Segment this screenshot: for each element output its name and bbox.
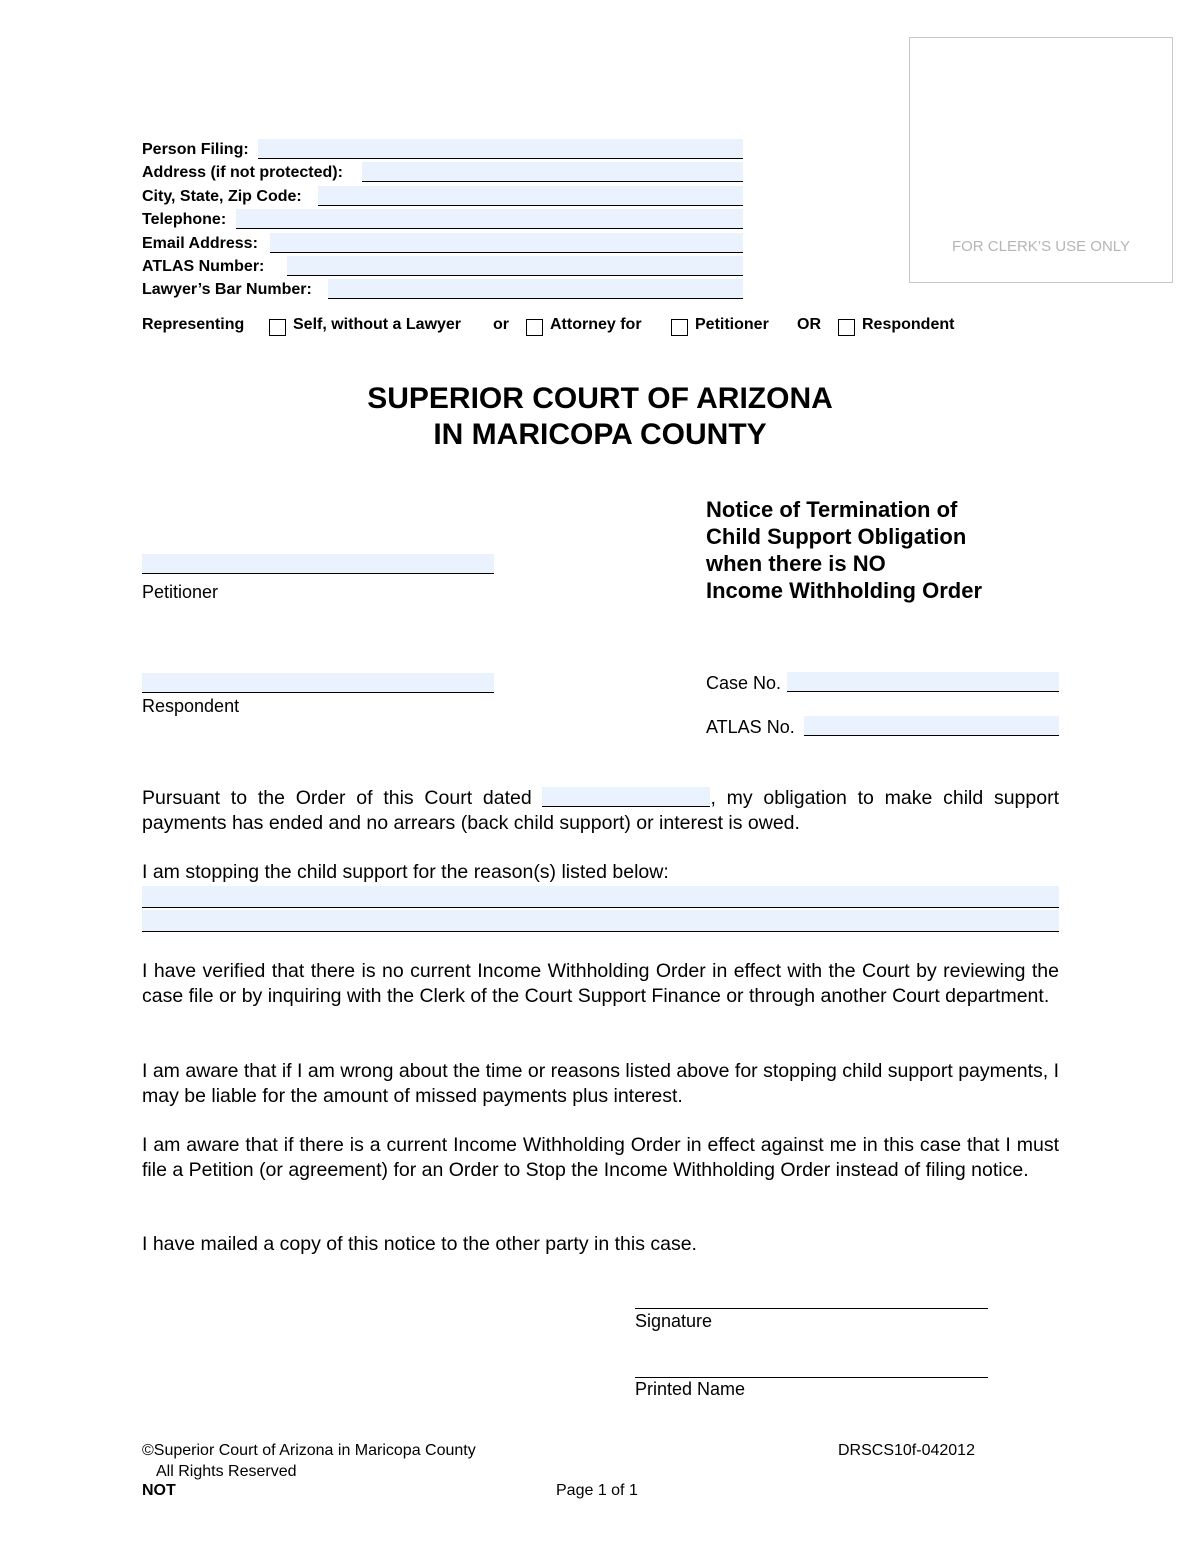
address-field[interactable] bbox=[362, 162, 743, 182]
self-label: Self, without a Lawyer bbox=[293, 316, 462, 333]
atlas-number-label: ATLAS Number: bbox=[142, 258, 265, 275]
court-name-line2: IN MARICOPA COUNTY bbox=[433, 418, 767, 451]
footer-copyright: ©Superior Court of Arizona in Maricopa County bbox=[142, 1442, 476, 1459]
respondent-option-label: Respondent bbox=[862, 316, 955, 333]
footer-code: NOT bbox=[142, 1482, 176, 1499]
bar-number-field[interactable] bbox=[328, 279, 743, 299]
order-date-field[interactable] bbox=[542, 787, 710, 807]
city-state-zip-field[interactable] bbox=[318, 186, 743, 206]
email-label: Email Address: bbox=[142, 235, 258, 252]
order-date-paragraph bbox=[142, 786, 1059, 836]
footer-page-number: Page 1 of 1 bbox=[556, 1482, 638, 1499]
title-line3: when there is NO bbox=[706, 551, 886, 576]
address-label: Address (if not protected): bbox=[142, 164, 343, 181]
telephone-field[interactable] bbox=[236, 209, 743, 229]
withholding-paragraph: I am aware that if there is a current Income Withholding Order in effect against me in this case that I must file a Petition (or agreement) for an Order to Stop the Income Withholding Order instead of filing notice. bbox=[142, 1134, 1059, 1181]
respondent-name-field[interactable] bbox=[142, 673, 494, 693]
atlas-no-field[interactable] bbox=[804, 716, 1059, 736]
order-date-text-a: Pursuant to the Order of this Court dated bbox=[142, 787, 532, 809]
self-checkbox[interactable] bbox=[269, 319, 286, 336]
order-date-text-b: , my obligation to make child support payments has ended and no arrears (back child support) or interest is owed. bbox=[142, 787, 1060, 834]
signature-line[interactable] bbox=[635, 1308, 988, 1309]
petitioner-label: Petitioner bbox=[142, 582, 219, 602]
petitioner-checkbox[interactable] bbox=[671, 319, 688, 336]
person-filing-label: Person Filing: bbox=[142, 141, 249, 158]
title-line4: Income Withholding Order bbox=[706, 578, 983, 603]
clerk-use-box bbox=[909, 37, 1173, 283]
reason-line-2[interactable] bbox=[142, 910, 1059, 932]
case-no-field[interactable] bbox=[787, 672, 1059, 692]
attorney-checkbox[interactable] bbox=[526, 319, 543, 336]
representing-label: Representing bbox=[142, 316, 245, 333]
clerk-use-text: FOR CLERK’S USE ONLY bbox=[951, 238, 1131, 255]
reason-line-1[interactable] bbox=[142, 886, 1059, 908]
printed-name-line[interactable] bbox=[635, 1377, 988, 1378]
person-filing-field[interactable] bbox=[258, 139, 743, 159]
or-upper-label: OR bbox=[797, 316, 821, 333]
document-title bbox=[706, 496, 982, 604]
footer-rights: All Rights Reserved bbox=[156, 1463, 297, 1480]
petitioner-name-field[interactable] bbox=[142, 554, 494, 574]
reason-intro-text: I am stopping the child support for the reason(s) listed below: bbox=[142, 861, 669, 883]
printed-name-label: Printed Name bbox=[635, 1379, 746, 1399]
respondent-label: Respondent bbox=[142, 696, 240, 716]
atlas-number-field[interactable] bbox=[287, 256, 743, 276]
city-state-zip-label: City, State, Zip Code: bbox=[142, 188, 302, 205]
court-name-line1: SUPERIOR COURT OF ARIZONA bbox=[367, 382, 833, 415]
bar-number-label: Lawyer’s Bar Number: bbox=[142, 281, 312, 298]
liability-paragraph: I am aware that if I am wrong about the time or reasons listed above for stopping child support payments, I may be liable for the amount of missed payments plus interest. bbox=[142, 1060, 1059, 1107]
case-no-label: Case No. bbox=[706, 673, 782, 693]
petitioner-option-label: Petitioner bbox=[695, 316, 769, 333]
mailed-copy-paragraph: I have mailed a copy of this notice to the other party in this case. bbox=[142, 1233, 697, 1255]
title-line2: Child Support Obligation bbox=[706, 524, 967, 549]
footer-form-id: DRSCS10f-042012 bbox=[838, 1442, 975, 1459]
title-line1: Notice of Termination of bbox=[706, 497, 958, 522]
or-label: or bbox=[493, 316, 509, 333]
verification-paragraph: I have verified that there is no current Income Withholding Order in effect with the Court by reviewing the case file or by inquiring with the Clerk of the Court Support Finance or through another Court department. bbox=[142, 960, 1059, 1007]
atlas-no-label: ATLAS No. bbox=[706, 717, 795, 737]
telephone-label: Telephone: bbox=[142, 211, 227, 228]
signature-label: Signature bbox=[635, 1311, 713, 1331]
email-field[interactable] bbox=[270, 233, 743, 253]
attorney-label: Attorney for bbox=[550, 316, 642, 333]
respondent-checkbox[interactable] bbox=[838, 319, 855, 336]
